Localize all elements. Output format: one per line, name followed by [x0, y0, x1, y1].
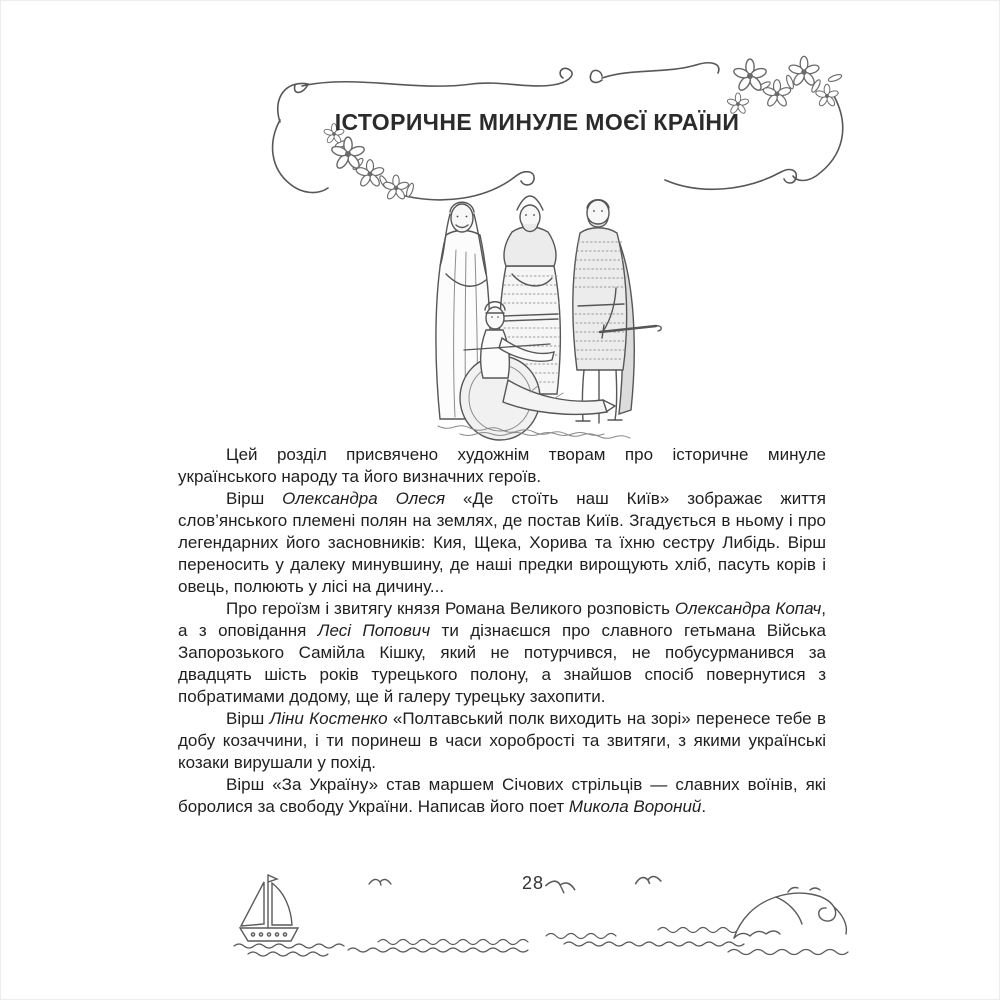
ground-hatching [438, 426, 630, 439]
paragraph: Цей розділ присвячено художнім творам про історичне минуле українського народу та його визначних героїв. [178, 445, 826, 486]
founders-illustration [400, 178, 670, 451]
body-text [178, 444, 826, 818]
wave-crest-icon [734, 888, 846, 939]
paragraph: Про героїзм і звитягу князя Романа Великого розповість Олександра Копач, а з оповідання Лесі Попович ти дізнаєшся про славного гетьмана Війська Запорозького Самійла Кішку, який не потурчився, не побусурманився за двадцять шість років турецького полону, а знайшов спосіб повернутися з побратимами додому, ще й галеру турецьку захопити. [178, 599, 826, 706]
paragraph: Вірш Олександра Олеся «Де стоїть наш Київ» зображає життя слов’янського племені полян на землях, де постав Київ. Згадується в ньому і про легендарних його засновників: Кия, Щека, Хорива та їхню сестру Либідь. Вірш переносить у далеку минувшину, де наші предки вирощують хліб, пасуть корів і овець, полюють у лісі на дичину... [178, 489, 826, 596]
page-number: 28 [521, 873, 545, 893]
figure-right-warrior [573, 200, 661, 423]
kyiv-founders-drawing-icon [400, 178, 670, 446]
sailboat-icon [240, 875, 298, 941]
seagull-icon [369, 879, 391, 885]
chapter-title: ІСТОРИЧНЕ МИНУЛЕ МОЄЇ КРАЇНИ [334, 109, 740, 135]
flower-cluster-right [727, 56, 843, 114]
paragraph: Вірш Ліни Костенко «Полтавський полк виходить на зорі» перенесе тебе в добу козаччини, і ти поринеш в часи хоробрості та звитяги, з якими українські козаки вирушали у похід. [178, 709, 826, 772]
paragraph: Вірш «За Україну» став маршем Січових стрільців — славних воїнів, які боролися за свободу України. Написав його поет Микола Вороний. [178, 775, 826, 816]
seagull-icon [635, 876, 661, 885]
